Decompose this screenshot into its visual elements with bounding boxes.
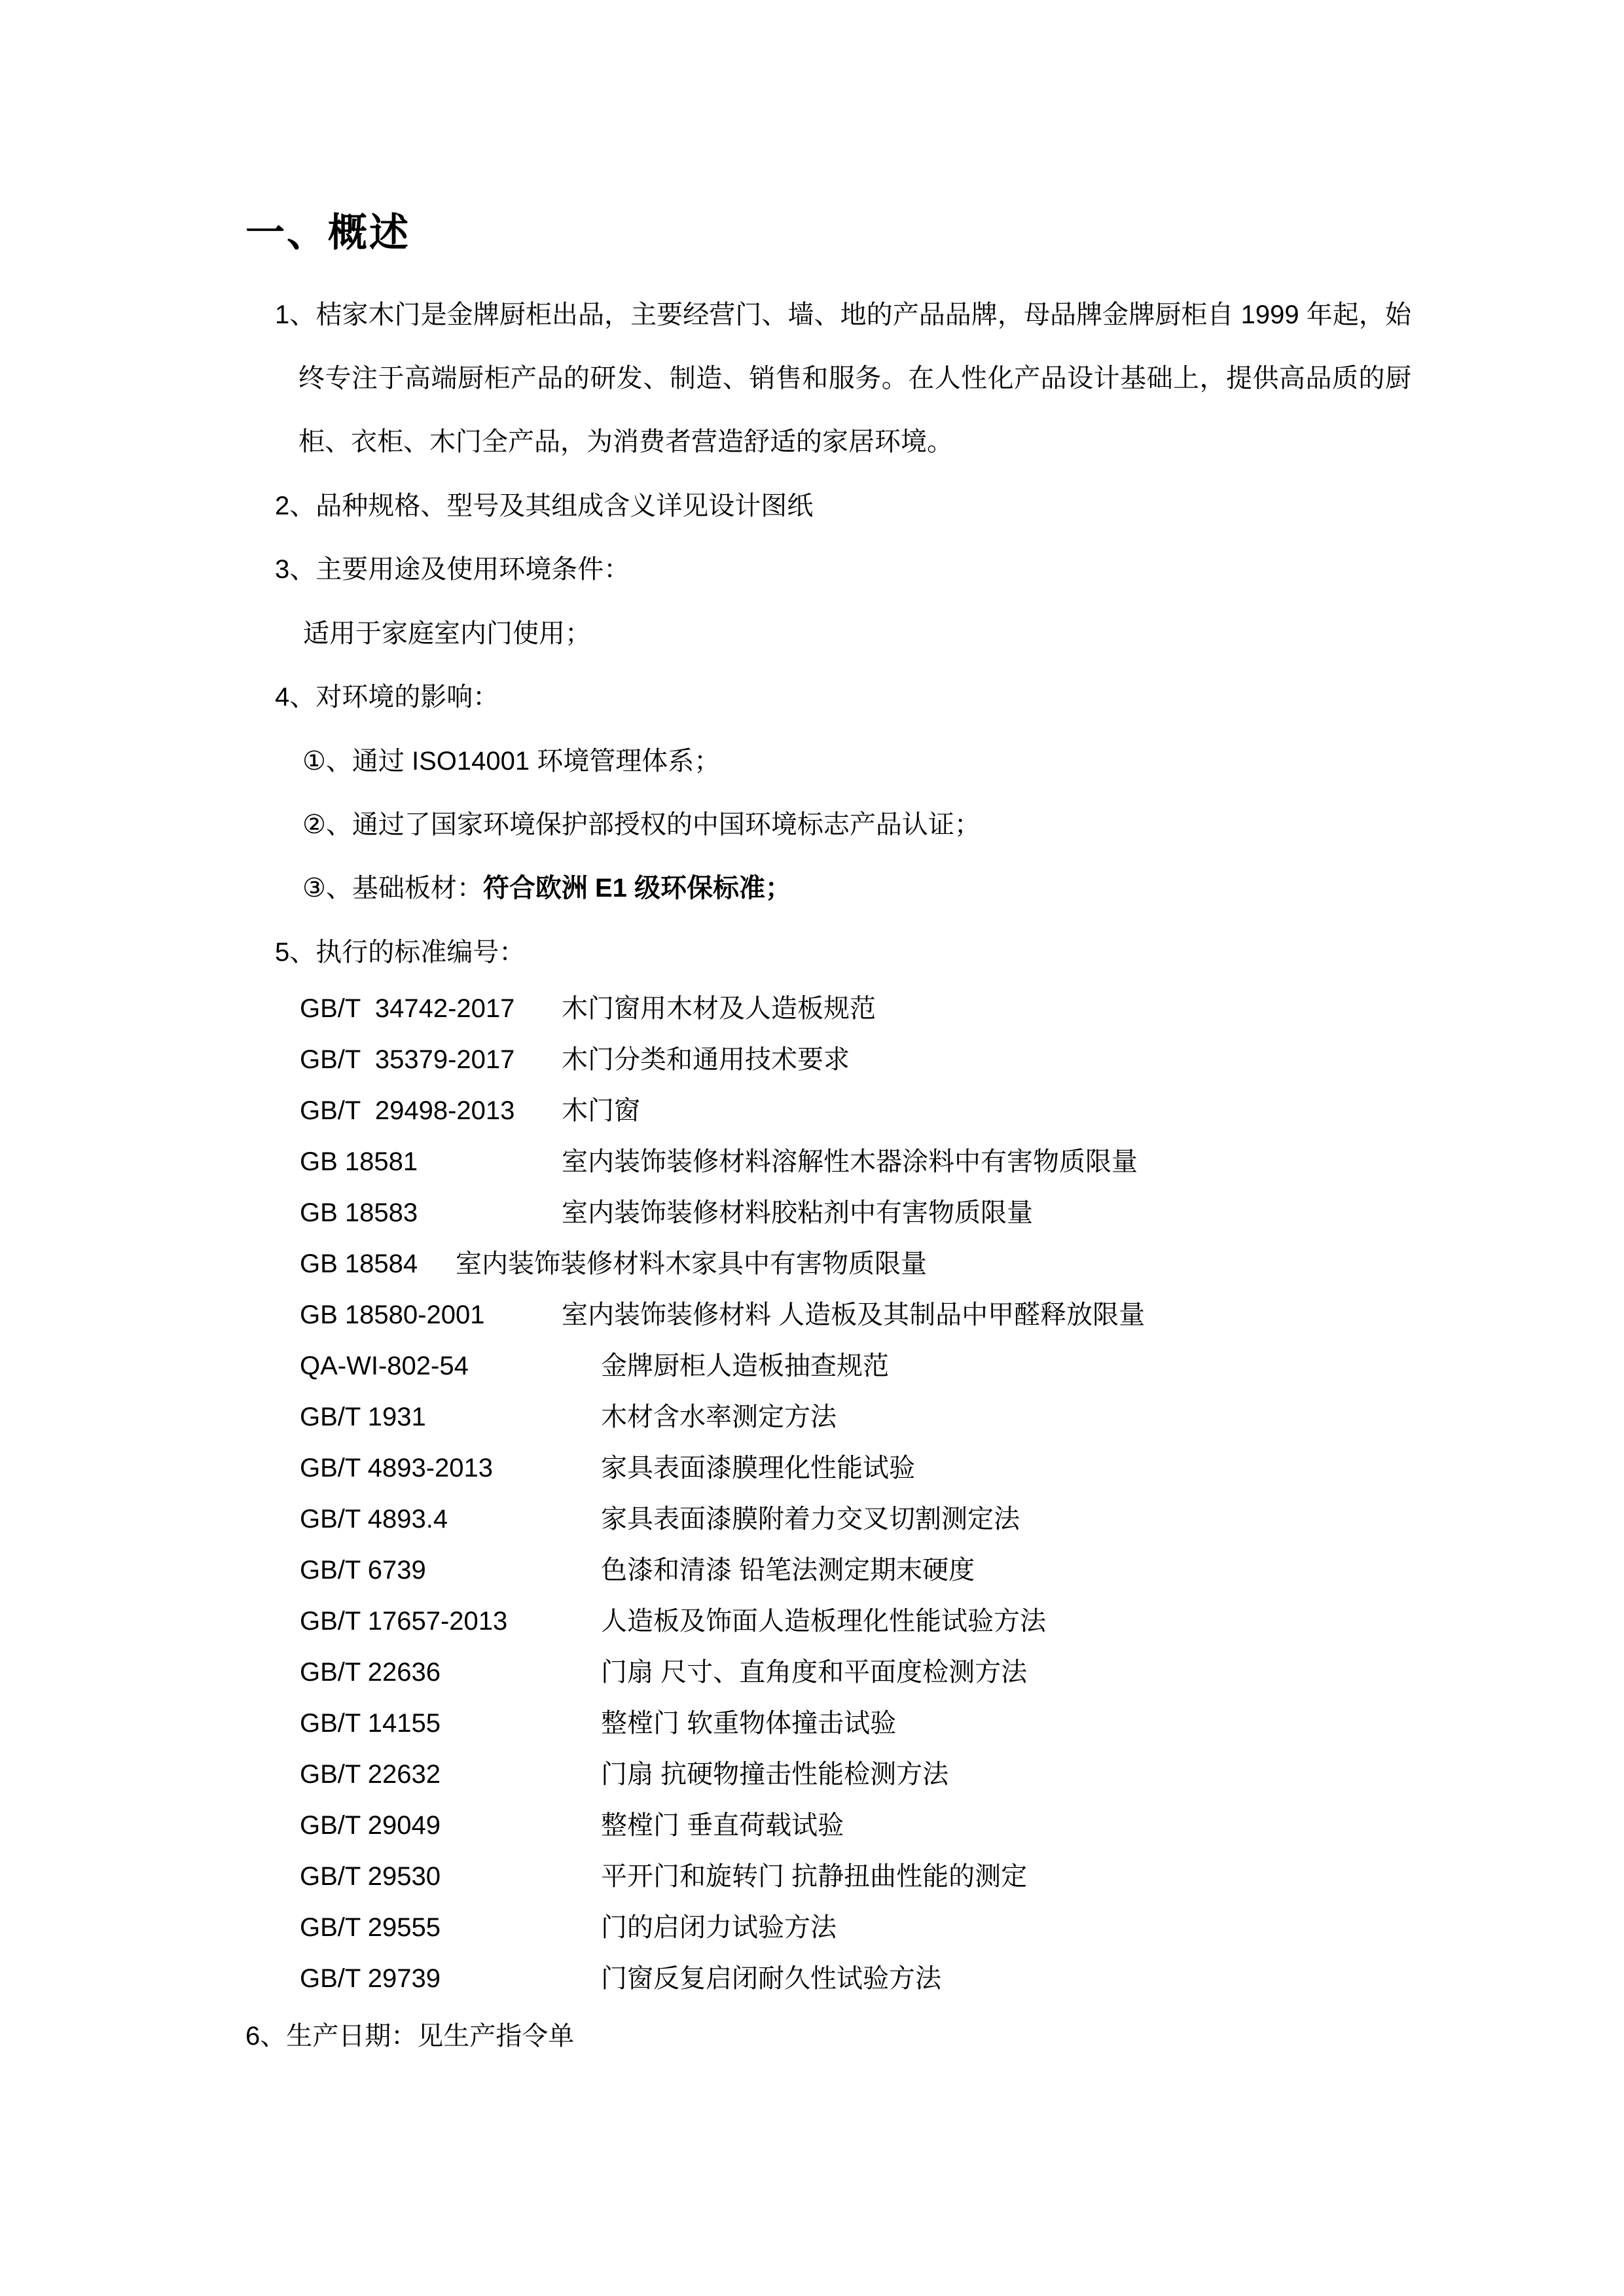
standard-code: GB/T 29530 [300, 1862, 441, 1891]
standard-row [300, 983, 1145, 1034]
standard-desc: 家具表面漆膜附着力交叉切割测定法 [601, 1505, 1020, 1534]
standard-code: GB 18584 [300, 1249, 418, 1278]
standard-code: GB/T 4893-2013 [300, 1454, 494, 1482]
item-3-note: 适用于家庭室内门使用； [303, 619, 591, 648]
standard-code: GB/T 29739 [300, 1964, 441, 1993]
standard-code: GB 18583 [300, 1198, 418, 1227]
standard-row [300, 1596, 1145, 1647]
standard-code: GB/T 22632 [300, 1760, 441, 1789]
standard-code: GB/T 22636 [300, 1658, 441, 1687]
standard-desc: 整樘门 垂直荷载试验 [601, 1811, 844, 1840]
standard-code: GB 18581 [300, 1147, 418, 1176]
standard-code: GB/T 1931 [300, 1403, 426, 1431]
standard-desc: 室内装饰装修材料木家具中有害物质限量 [456, 1249, 927, 1278]
standard-desc: 门扇 抗硬物撞击性能检测方法 [601, 1760, 949, 1789]
item-5: 5、执行的标准编号： [275, 938, 526, 967]
standard-desc: 整樘门 软重物体撞击试验 [601, 1709, 897, 1738]
standard-desc: 门扇 尺寸、直角度和平面度检测方法 [601, 1658, 1028, 1687]
standard-desc: 金牌厨柜人造板抽查规范 [601, 1352, 889, 1380]
standard-desc: 室内装饰装修材料胶粘剂中有害物质限量 [562, 1198, 1033, 1227]
item-4-sub-3 [302, 857, 791, 920]
standard-code: GB/T 29498-2013 [300, 1096, 515, 1125]
item-4-sub-1: ①、通过 ISO14001 环境管理体系； [302, 747, 721, 776]
item-1-paragraph: 1、桔家木门是金牌厨柜出品，主要经营门、墙、地的产品品牌，母品牌金牌厨柜自 1999 年起，始终专注于高端厨柜产品的研发、制造、销售和服务。在人性化产品设计基础上，提供高品质的厨柜、衣柜、木门全产品，为消费者营造舒适的家居环境。 [275, 300, 1411, 456]
standard-code: GB/T 34742-2017 [300, 994, 515, 1023]
standard-row [300, 1391, 1145, 1443]
standard-desc: 木门窗用木材及人造板规范 [562, 994, 876, 1023]
standard-code: GB 18580-2001 [300, 1300, 485, 1329]
item-6: 6、生产日期：见生产指令单 [245, 2022, 575, 2051]
standard-row [300, 1749, 1145, 1800]
standard-row [300, 1494, 1145, 1545]
standard-desc: 门窗反复启闭耐久性试验方法 [601, 1964, 941, 1993]
standard-code: GB/T 29049 [300, 1811, 441, 1840]
item-4-sub-3-bold-text: 符合欧洲 E1 级环保标准； [482, 874, 792, 903]
standard-row [300, 1085, 1145, 1136]
standard-code: GB/T 17657-2013 [300, 1607, 508, 1636]
item-4: 4、对环境的影响： [275, 683, 499, 711]
standard-desc: 门的启闭力试验方法 [601, 1913, 837, 1942]
standard-row [300, 1289, 1145, 1340]
standard-desc: 家具表面漆膜理化性能试验 [601, 1454, 915, 1482]
standard-row [300, 1545, 1145, 1596]
standard-row [300, 1187, 1145, 1238]
standard-code: GB/T 14155 [300, 1709, 441, 1738]
standard-desc: 色漆和清漆 铅笔法测定期末硬度 [601, 1556, 975, 1585]
standard-desc: 室内装饰装修材料溶解性木器涂料中有害物质限量 [562, 1147, 1138, 1176]
item-3: 3、主要用途及使用环境条件： [275, 555, 630, 584]
standard-desc: 平开门和旋转门 抗静扭曲性能的测定 [601, 1862, 1028, 1891]
standard-row [300, 1443, 1145, 1494]
standard-desc: 木门分类和通用技术要求 [562, 1045, 850, 1074]
standard-row [300, 1902, 1145, 1953]
standards-list [300, 983, 1145, 2004]
standard-row [300, 1340, 1145, 1391]
item-2: 2、品种规格、型号及其组成含义详见设计图纸 [275, 492, 814, 520]
standard-code: GB/T 4893.4 [300, 1505, 448, 1534]
standard-desc: 室内装饰装修材料 人造板及其制品中甲醛释放限量 [562, 1300, 1146, 1329]
standard-row [300, 1034, 1145, 1085]
standard-row [300, 1647, 1145, 1698]
standard-code: GB/T 6739 [300, 1556, 426, 1585]
standard-row [300, 1698, 1145, 1749]
standard-desc: 人造板及饰面人造板理化性能试验方法 [601, 1607, 1046, 1636]
standard-code: QA-WI-802-54 [300, 1352, 469, 1380]
item-4-sub-3-label: ③、基础板材： [302, 874, 483, 903]
standard-code: GB/T 29555 [300, 1913, 441, 1942]
standard-code: GB/T 35379-2017 [300, 1045, 515, 1074]
standard-desc: 木材含水率测定方法 [601, 1403, 837, 1431]
standard-desc: 木门窗 [562, 1096, 640, 1125]
standard-row [300, 1851, 1145, 1902]
section-heading: 一、概述 [245, 211, 410, 255]
standard-row [300, 1238, 1145, 1289]
standard-row [300, 1953, 1145, 2004]
standard-row [300, 1136, 1145, 1187]
item-4-sub-2: ②、通过了国家环境保护部授权的中国环境标志产品认证； [302, 810, 981, 839]
standard-row [300, 1800, 1145, 1851]
